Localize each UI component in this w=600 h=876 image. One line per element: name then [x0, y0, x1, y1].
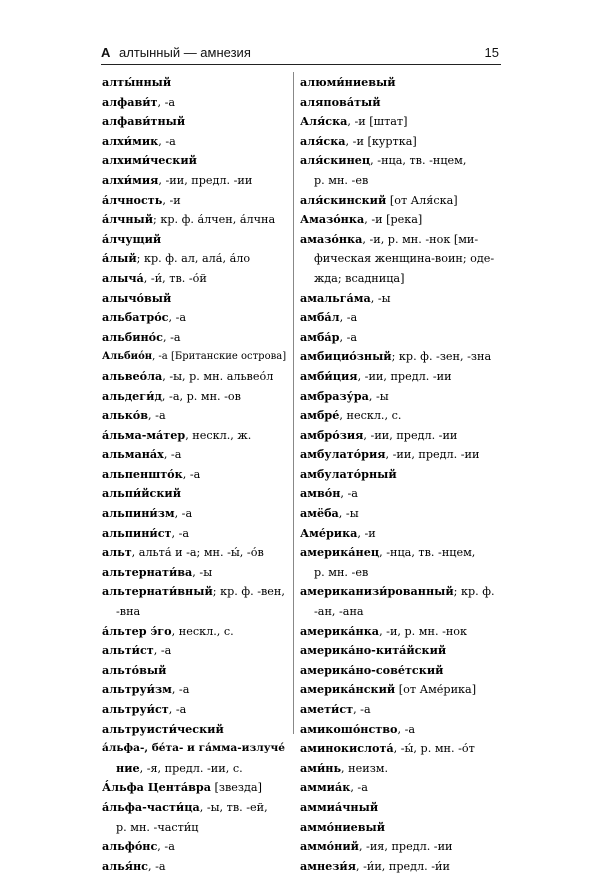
entry-headword: альтруисти́ческий [102, 721, 224, 736]
dictionary-entry [300, 210, 500, 230]
entry-grammar: , -ы, р. мн. альвео́л [162, 369, 274, 383]
entry-headword: альти́ст [102, 643, 154, 658]
dictionary-entry [102, 720, 288, 740]
dictionary-entry [300, 543, 500, 563]
entry-grammar: , -а [162, 330, 181, 344]
dictionary-entry [102, 700, 288, 720]
dictionary-entry [102, 73, 288, 93]
dictionary-entry [300, 778, 500, 798]
entry-headword: аминокислота́ [300, 741, 394, 756]
dictionary-entry [102, 132, 288, 152]
entry-grammar: жда; всадница] [314, 271, 405, 285]
dictionary-entry [300, 739, 500, 759]
entry-grammar: , альта́ и -а; мн. -ы́, -о́в [131, 546, 264, 560]
entry-headword: а́лчность [102, 192, 163, 207]
dictionary-entry [300, 249, 500, 269]
entry-grammar: , -а [350, 781, 368, 795]
entry-headword: алюми́ниевый [300, 75, 396, 89]
entry-headword: альпини́ст [102, 525, 172, 540]
entry-headword: алты́нный [102, 75, 172, 89]
entry-grammar: -вна [116, 605, 141, 619]
entry-headword: альбатро́с [102, 310, 169, 325]
dictionary-entry [102, 818, 288, 838]
dictionary-entry [102, 778, 288, 798]
dictionary-entry [300, 367, 500, 387]
dictionary-entry [300, 445, 500, 465]
dictionary-entry [102, 484, 288, 504]
entry-headword: а́лый [102, 251, 137, 266]
right-column [300, 73, 500, 876]
dictionary-entry [102, 798, 288, 818]
entry-grammar: , -ии, предл. -ии [357, 369, 452, 383]
entry-grammar: , -ии, предл. -ии [158, 173, 253, 187]
entry-headword: амбулато́рный [300, 466, 397, 481]
dictionary-entry [300, 406, 500, 426]
dictionary-entry [300, 484, 500, 504]
entry-grammar: , -ы, тв. -ей, [199, 800, 268, 814]
entry-headword: амбро́зия [300, 427, 364, 442]
dictionary-entry [300, 563, 500, 583]
dictionary-entry [300, 857, 500, 876]
entry-grammar: , нескл., с. [171, 624, 234, 638]
dictionary-entry [300, 347, 500, 367]
column-divider [293, 72, 294, 734]
entry-headword: Альбио́н [102, 351, 153, 363]
dictionary-entry [300, 504, 500, 524]
entry-headword: алыча́ [102, 270, 144, 285]
entry-grammar: ; кр. ф. -зен, -зна [391, 350, 492, 364]
dictionary-entry [102, 661, 288, 681]
entry-headword: аля́скинец [300, 153, 371, 168]
entry-headword: амбулато́рия [300, 447, 386, 462]
entry-headword: альпеншто́к [102, 466, 183, 481]
dictionary-entry [300, 132, 500, 152]
entry-grammar: , -ии, предл. -ии [385, 448, 480, 462]
dictionary-entry [102, 563, 288, 583]
dictionary-entry [102, 465, 288, 485]
entry-grammar: , -и́и, предл. -и́и [355, 859, 450, 873]
entry-grammar: , -ы́, р. мн. -о́т [393, 742, 475, 756]
entry-headword: аля́скинский [300, 192, 387, 207]
entry-grammar: , -а [148, 409, 166, 423]
dictionary-entry [102, 426, 288, 446]
entry-grammar: , -а [171, 683, 190, 697]
entry-headword: алфави́тный [102, 114, 186, 129]
dictionary-entry [102, 93, 288, 113]
dictionary-entry [102, 387, 288, 407]
dictionary-entry [102, 582, 288, 602]
entry-grammar: , -ы [370, 291, 391, 305]
dictionary-entry [102, 641, 288, 661]
entry-headword: Аме́рика [300, 525, 358, 540]
dictionary-entry [300, 798, 500, 818]
entry-grammar: ; кр. ф. ал, ала́, а́ло [136, 252, 251, 266]
entry-grammar: , неизм. [341, 761, 389, 775]
dictionary-entry [102, 857, 288, 876]
dictionary-entry [300, 524, 500, 544]
entry-grammar: , -и, р. мн. -нок [ми- [362, 232, 479, 246]
entry-headword: алхими́ческий [102, 153, 197, 168]
section-letter: А [101, 45, 111, 60]
entry-headword: америка́нский [300, 682, 396, 697]
entry-grammar: , -а [163, 448, 182, 462]
entry-grammar: , -а [157, 95, 176, 109]
entry-grammar: , нескл., ж. [185, 428, 252, 442]
entry-headword: аммо́ниевый [300, 819, 386, 834]
dictionary-entry [300, 700, 500, 720]
entry-headword: амнези́я [300, 858, 356, 873]
dictionary-entry [300, 171, 500, 191]
entry-grammar: , -и [штат] [347, 115, 408, 129]
left-column [102, 73, 288, 876]
dictionary-entry [300, 759, 500, 779]
dictionary-entry [102, 504, 288, 524]
dictionary-entry [300, 308, 500, 328]
dictionary-entry [300, 426, 500, 446]
entry-headword: Аля́ска [300, 114, 348, 129]
entry-headword: а́льфа-части́ца [102, 799, 200, 814]
entry-headword: а́лчный [102, 212, 154, 227]
entry-headword: амби́ция [300, 368, 358, 383]
entry-grammar: , -и́, тв. -о́й [143, 271, 207, 285]
entry-headword: аммо́ний [300, 839, 359, 854]
dictionary-entry [102, 759, 288, 779]
dictionary-entry [102, 680, 288, 700]
dictionary-entry [102, 524, 288, 544]
entry-grammar: ; кр. ф. [453, 585, 495, 599]
entry-grammar: , -а [Британские острова] [152, 351, 287, 363]
header-word-range: алтынный — амнезия [119, 45, 251, 60]
entry-headword: аммиа́чный [300, 799, 379, 814]
dictionary-entry [300, 387, 500, 407]
entry-headword: алхи́мик [102, 133, 159, 148]
entry-headword: алфави́т [102, 94, 158, 109]
entry-grammar: , -ы [368, 389, 389, 403]
entry-headword: альфо́нс [102, 839, 158, 854]
entry-headword: альпи́йский [102, 486, 182, 501]
dictionary-entry [102, 151, 288, 171]
dictionary-entry [102, 191, 288, 211]
entry-grammar: , -а [339, 330, 358, 344]
entry-headword: амбицио́зный [300, 349, 392, 364]
entry-headword: амба́л [300, 310, 340, 325]
entry-grammar: , -а [168, 311, 187, 325]
dictionary-entry [102, 289, 288, 309]
entry-grammar: , нескл., с. [339, 409, 402, 423]
dictionary-entry [102, 837, 288, 857]
entry-grammar: -ан, -ана [314, 605, 364, 619]
entry-grammar: , -а, р. мн. -ов [161, 389, 241, 403]
dictionary-entry [300, 289, 500, 309]
entry-headword: алько́в [102, 408, 149, 423]
entry-grammar: , -и [357, 526, 376, 540]
dictionary-entry [300, 93, 500, 113]
dictionary-entry [102, 406, 288, 426]
dictionary-entry [102, 622, 288, 642]
entry-headword: американизи́рованный [300, 584, 454, 599]
dictionary-entry [300, 328, 500, 348]
dictionary-entry [102, 308, 288, 328]
entry-headword: америка́нка [300, 623, 380, 638]
entry-headword: Амазо́нка [300, 212, 365, 227]
dictionary-entry [300, 191, 500, 211]
entry-grammar: , -нца, тв. -нцем, [379, 546, 476, 560]
entry-grammar: , -ии, предл. -ии [363, 428, 458, 442]
entry-headword: альтруи́зм [102, 682, 172, 697]
dictionary-entry [300, 73, 500, 93]
entry-grammar: , -а [340, 487, 358, 501]
entry-grammar: , -а [182, 467, 201, 481]
entry-headword: амальга́ма [300, 290, 371, 305]
entry-headword: альпини́зм [102, 506, 175, 521]
dictionary-entry [102, 230, 288, 250]
dictionary-entry [300, 641, 500, 661]
dictionary-entry [102, 269, 288, 289]
entry-grammar: , -нца, тв. -нцем, [370, 154, 467, 168]
entry-headword: альтруи́ст [102, 702, 169, 716]
dictionary-entry [300, 582, 500, 602]
entry-headword: алья́нс [102, 858, 148, 873]
dictionary-entry [102, 739, 288, 759]
dictionary-entry [102, 543, 288, 563]
entry-headword: амикошо́нство [300, 721, 398, 736]
dictionary-entry [102, 445, 288, 465]
entry-grammar: р. мн. -части́ц [116, 820, 199, 834]
entry-grammar: ; кр. ф. -вен, [212, 585, 285, 599]
dictionary-entry [102, 602, 288, 622]
entry-headword: америка́но-кита́йский [300, 643, 447, 658]
dictionary-entry [300, 112, 500, 132]
entry-headword: амёба [300, 506, 339, 521]
entry-headword: альтернати́ва [102, 564, 193, 579]
entry-grammar: , -а [397, 722, 416, 736]
dictionary-entry [300, 230, 500, 250]
entry-grammar: , -и, р. мн. -нок [379, 624, 468, 638]
dictionary-entry [102, 347, 288, 367]
entry-grammar: , -а [353, 703, 371, 716]
entry-headword: а́льтер э́го [102, 623, 172, 638]
entry-headword: аммиа́к [300, 780, 351, 795]
entry-headword: америка́нец [300, 545, 380, 560]
entry-headword: альт [102, 545, 132, 560]
entry-grammar: [от Аля́ска] [386, 193, 458, 207]
entry-grammar: , -и [162, 193, 181, 207]
entry-grammar: , -и [река] [364, 213, 423, 227]
dictionary-entry [102, 367, 288, 387]
entry-headword: аля́ска [300, 133, 346, 148]
dictionary-entry [300, 680, 500, 700]
entry-grammar: ; кр. ф. а́лчен, а́лчна [153, 213, 276, 227]
entry-grammar: р. мн. -ев [314, 565, 369, 579]
entry-headword: а́льфа-, бе́та- и га́мма-излуче́ [102, 742, 285, 755]
entry-headword: А́льфа Цента́вра [102, 780, 211, 795]
dictionary-entry [102, 210, 288, 230]
entry-headword: альдеги́д [102, 388, 162, 403]
entry-headword: амво́н [300, 486, 341, 501]
dictionary-entry [102, 171, 288, 191]
entry-grammar: [от Аме́рика] [395, 683, 477, 697]
entry-grammar: , -а [157, 840, 175, 854]
entry-grammar: , -я, предл. -ии, с. [139, 761, 243, 775]
dictionary-entry [102, 112, 288, 132]
entry-grammar: , -а [153, 644, 172, 658]
entry-headword: аляпова́тый [300, 94, 381, 109]
dictionary-entry [300, 622, 500, 642]
entry-headword: альмана́х [102, 447, 164, 462]
entry-headword: амазо́нка [300, 231, 363, 246]
entry-grammar: р. мн. -ев [314, 173, 369, 187]
dictionary-entry [300, 720, 500, 740]
entry-headword: алычо́вый [102, 290, 172, 305]
entry-headword: а́лчущий [102, 231, 162, 246]
entry-headword: амбре́ [300, 408, 340, 423]
entry-headword: амба́р [300, 329, 340, 344]
entry-grammar: , -а [174, 507, 193, 521]
dictionary-entry [300, 661, 500, 681]
entry-grammar: , -а [168, 703, 187, 716]
entry-headword: америка́но-сове́тский [300, 662, 444, 677]
entry-grammar: , -ия, предл. -ии [358, 840, 453, 854]
entry-grammar: , -и [куртка] [345, 134, 417, 148]
dictionary-entry [300, 269, 500, 289]
entry-grammar: фическая женщина-воин; оде- [314, 252, 495, 266]
entry-grammar: , -а [158, 134, 176, 148]
entry-headword: алхи́мия [102, 172, 159, 187]
page-number: 15 [484, 45, 499, 60]
entry-grammar: , -а [148, 859, 166, 873]
entry-grammar: [звезда] [210, 781, 262, 795]
entry-grammar: , -а [171, 526, 190, 540]
running-header [101, 42, 501, 65]
entry-headword: а́льма-ма́тер [102, 427, 186, 442]
entry-headword: альбино́с [102, 329, 163, 344]
entry-headword: амети́ст [300, 702, 354, 716]
dictionary-entry [300, 818, 500, 838]
entry-headword: ами́нь [300, 760, 342, 775]
dictionary-entry [300, 837, 500, 857]
dictionary-entry [300, 151, 500, 171]
dictionary-entry [300, 602, 500, 622]
dictionary-entry [102, 328, 288, 348]
entry-headword: амбразу́ра [300, 388, 369, 403]
entry-headword: альвео́ла [102, 368, 163, 383]
entry-headword: ние [116, 760, 140, 775]
entry-headword: альтернати́вный [102, 584, 213, 599]
entry-headword: альто́вый [102, 662, 167, 677]
dictionary-entry [300, 465, 500, 485]
entry-grammar: , -а [339, 311, 358, 325]
dictionary-entry [102, 249, 288, 269]
entry-grammar: , -ы [338, 507, 359, 521]
entry-grammar: , -ы [192, 565, 213, 579]
